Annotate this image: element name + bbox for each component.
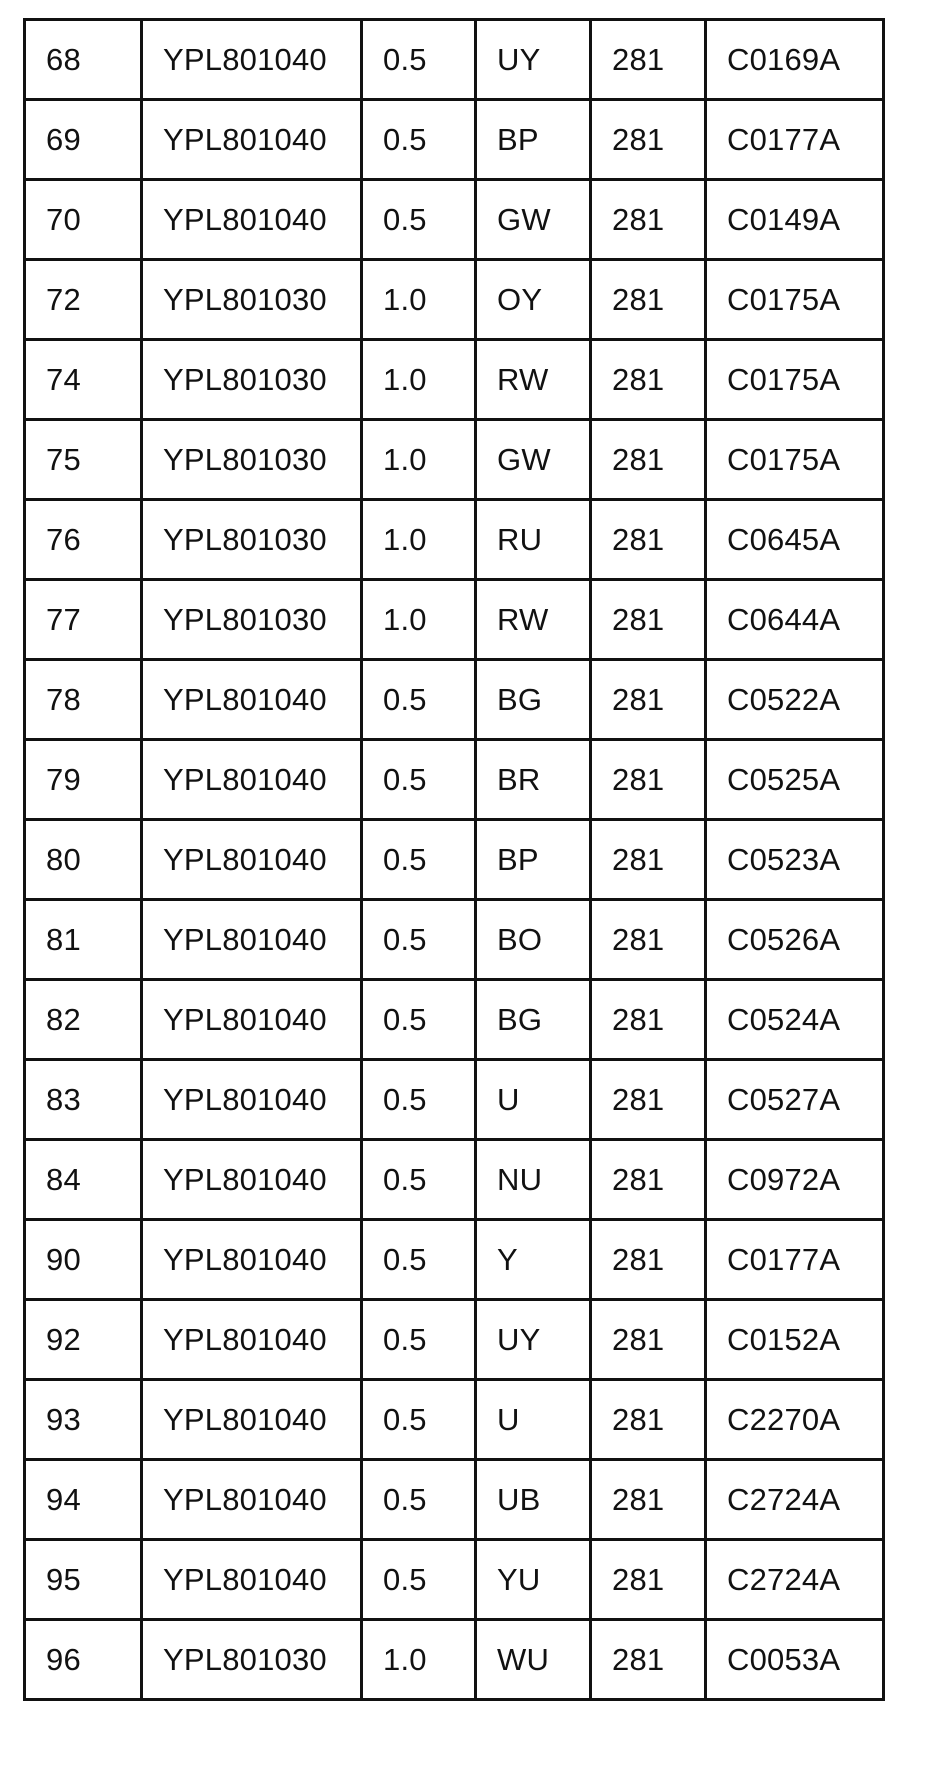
reference-cell: C0177A — [706, 100, 884, 180]
table-row — [25, 1300, 884, 1380]
value-cell: 0.5 — [362, 820, 476, 900]
table-row — [25, 1060, 884, 1140]
code-letters-cell: Y — [476, 1220, 591, 1300]
part-code-cell: YPL801040 — [142, 1140, 362, 1220]
table-body — [25, 20, 884, 1700]
value-cell: 0.5 — [362, 900, 476, 980]
part-code-cell: YPL801040 — [142, 1300, 362, 1380]
count-cell: 281 — [591, 740, 706, 820]
code-letters-cell: RU — [476, 500, 591, 580]
part-code-cell: YPL801030 — [142, 500, 362, 580]
value-cell: 0.5 — [362, 740, 476, 820]
table-row — [25, 20, 884, 100]
table-row — [25, 580, 884, 660]
reference-cell: C0524A — [706, 980, 884, 1060]
code-letters-cell: BO — [476, 900, 591, 980]
value-cell: 0.5 — [362, 1220, 476, 1300]
row-number-cell: 83 — [25, 1060, 142, 1140]
count-cell: 281 — [591, 980, 706, 1060]
code-letters-cell: GW — [476, 420, 591, 500]
code-letters-cell: UY — [476, 20, 591, 100]
reference-cell: C0522A — [706, 660, 884, 740]
reference-cell: C0525A — [706, 740, 884, 820]
value-cell: 0.5 — [362, 1380, 476, 1460]
reference-cell: C0175A — [706, 420, 884, 500]
row-number-cell: 95 — [25, 1540, 142, 1620]
row-number-cell: 74 — [25, 340, 142, 420]
table-row — [25, 740, 884, 820]
code-letters-cell: U — [476, 1380, 591, 1460]
row-number-cell: 80 — [25, 820, 142, 900]
count-cell: 281 — [591, 1300, 706, 1380]
reference-cell: C0972A — [706, 1140, 884, 1220]
table-row — [25, 420, 884, 500]
part-code-cell: YPL801030 — [142, 420, 362, 500]
part-code-cell: YPL801040 — [142, 20, 362, 100]
code-letters-cell: BG — [476, 980, 591, 1060]
reference-cell: C2270A — [706, 1380, 884, 1460]
part-code-cell: YPL801040 — [142, 740, 362, 820]
count-cell: 281 — [591, 1540, 706, 1620]
code-letters-cell: GW — [476, 180, 591, 260]
table-row — [25, 1220, 884, 1300]
row-number-cell: 82 — [25, 980, 142, 1060]
reference-cell: C0169A — [706, 20, 884, 100]
count-cell: 281 — [591, 660, 706, 740]
row-number-cell: 92 — [25, 1300, 142, 1380]
reference-cell: C0645A — [706, 500, 884, 580]
data-table — [23, 18, 885, 1701]
code-letters-cell: U — [476, 1060, 591, 1140]
code-letters-cell: BP — [476, 820, 591, 900]
reference-cell: C0175A — [706, 260, 884, 340]
table-row — [25, 900, 884, 980]
value-cell: 0.5 — [362, 1140, 476, 1220]
count-cell: 281 — [591, 820, 706, 900]
value-cell: 0.5 — [362, 20, 476, 100]
code-letters-cell: NU — [476, 1140, 591, 1220]
reference-cell: C2724A — [706, 1540, 884, 1620]
part-code-cell: YPL801030 — [142, 260, 362, 340]
row-number-cell: 90 — [25, 1220, 142, 1300]
row-number-cell: 69 — [25, 100, 142, 180]
value-cell: 0.5 — [362, 980, 476, 1060]
reference-cell: C0175A — [706, 340, 884, 420]
count-cell: 281 — [591, 1140, 706, 1220]
value-cell: 0.5 — [362, 1540, 476, 1620]
reference-cell: C2724A — [706, 1460, 884, 1540]
part-code-cell: YPL801040 — [142, 660, 362, 740]
part-code-cell: YPL801040 — [142, 980, 362, 1060]
part-code-cell: YPL801040 — [142, 1380, 362, 1460]
part-code-cell: YPL801040 — [142, 900, 362, 980]
row-number-cell: 94 — [25, 1460, 142, 1540]
part-code-cell: YPL801030 — [142, 340, 362, 420]
value-cell: 0.5 — [362, 1060, 476, 1140]
table-row — [25, 1460, 884, 1540]
value-cell: 1.0 — [362, 260, 476, 340]
row-number-cell: 77 — [25, 580, 142, 660]
value-cell: 0.5 — [362, 180, 476, 260]
table-row — [25, 260, 884, 340]
table-row — [25, 1540, 884, 1620]
count-cell: 281 — [591, 1460, 706, 1540]
count-cell: 281 — [591, 1620, 706, 1700]
row-number-cell: 78 — [25, 660, 142, 740]
table-row — [25, 1380, 884, 1460]
count-cell: 281 — [591, 420, 706, 500]
table-row — [25, 340, 884, 420]
reference-cell: C0149A — [706, 180, 884, 260]
value-cell: 1.0 — [362, 580, 476, 660]
value-cell: 1.0 — [362, 500, 476, 580]
code-letters-cell: RW — [476, 340, 591, 420]
part-code-cell: YPL801040 — [142, 180, 362, 260]
value-cell: 1.0 — [362, 1620, 476, 1700]
row-number-cell: 72 — [25, 260, 142, 340]
table-row — [25, 1140, 884, 1220]
reference-cell: C0526A — [706, 900, 884, 980]
reference-cell: C0152A — [706, 1300, 884, 1380]
count-cell: 281 — [591, 180, 706, 260]
count-cell: 281 — [591, 1060, 706, 1140]
value-cell: 1.0 — [362, 340, 476, 420]
row-number-cell: 84 — [25, 1140, 142, 1220]
reference-cell: C0527A — [706, 1060, 884, 1140]
code-letters-cell: BP — [476, 100, 591, 180]
table-row — [25, 660, 884, 740]
part-code-cell: YPL801030 — [142, 1620, 362, 1700]
count-cell: 281 — [591, 20, 706, 100]
table-row — [25, 100, 884, 180]
part-code-cell: YPL801040 — [142, 1220, 362, 1300]
count-cell: 281 — [591, 580, 706, 660]
count-cell: 281 — [591, 1380, 706, 1460]
part-code-cell: YPL801040 — [142, 820, 362, 900]
row-number-cell: 81 — [25, 900, 142, 980]
count-cell: 281 — [591, 900, 706, 980]
table-row — [25, 180, 884, 260]
count-cell: 281 — [591, 340, 706, 420]
row-number-cell: 93 — [25, 1380, 142, 1460]
row-number-cell: 79 — [25, 740, 142, 820]
value-cell: 0.5 — [362, 100, 476, 180]
code-letters-cell: BG — [476, 660, 591, 740]
row-number-cell: 76 — [25, 500, 142, 580]
code-letters-cell: BR — [476, 740, 591, 820]
count-cell: 281 — [591, 100, 706, 180]
part-code-cell: YPL801040 — [142, 1460, 362, 1540]
count-cell: 281 — [591, 1220, 706, 1300]
reference-cell: C0644A — [706, 580, 884, 660]
part-code-cell: YPL801040 — [142, 1540, 362, 1620]
value-cell: 0.5 — [362, 660, 476, 740]
code-letters-cell: UB — [476, 1460, 591, 1540]
part-code-cell: YPL801040 — [142, 100, 362, 180]
row-number-cell: 96 — [25, 1620, 142, 1700]
table-row — [25, 1620, 884, 1700]
code-letters-cell: RW — [476, 580, 591, 660]
value-cell: 0.5 — [362, 1300, 476, 1380]
table-row — [25, 820, 884, 900]
part-code-cell: YPL801040 — [142, 1060, 362, 1140]
row-number-cell: 70 — [25, 180, 142, 260]
value-cell: 0.5 — [362, 1460, 476, 1540]
part-code-cell: YPL801030 — [142, 580, 362, 660]
reference-cell: C0177A — [706, 1220, 884, 1300]
code-letters-cell: UY — [476, 1300, 591, 1380]
row-number-cell: 75 — [25, 420, 142, 500]
value-cell: 1.0 — [362, 420, 476, 500]
row-number-cell: 68 — [25, 20, 142, 100]
table-row — [25, 500, 884, 580]
reference-cell: C0523A — [706, 820, 884, 900]
count-cell: 281 — [591, 260, 706, 340]
count-cell: 281 — [591, 500, 706, 580]
code-letters-cell: WU — [476, 1620, 591, 1700]
table-row — [25, 980, 884, 1060]
reference-cell: C0053A — [706, 1620, 884, 1700]
code-letters-cell: YU — [476, 1540, 591, 1620]
code-letters-cell: OY — [476, 260, 591, 340]
